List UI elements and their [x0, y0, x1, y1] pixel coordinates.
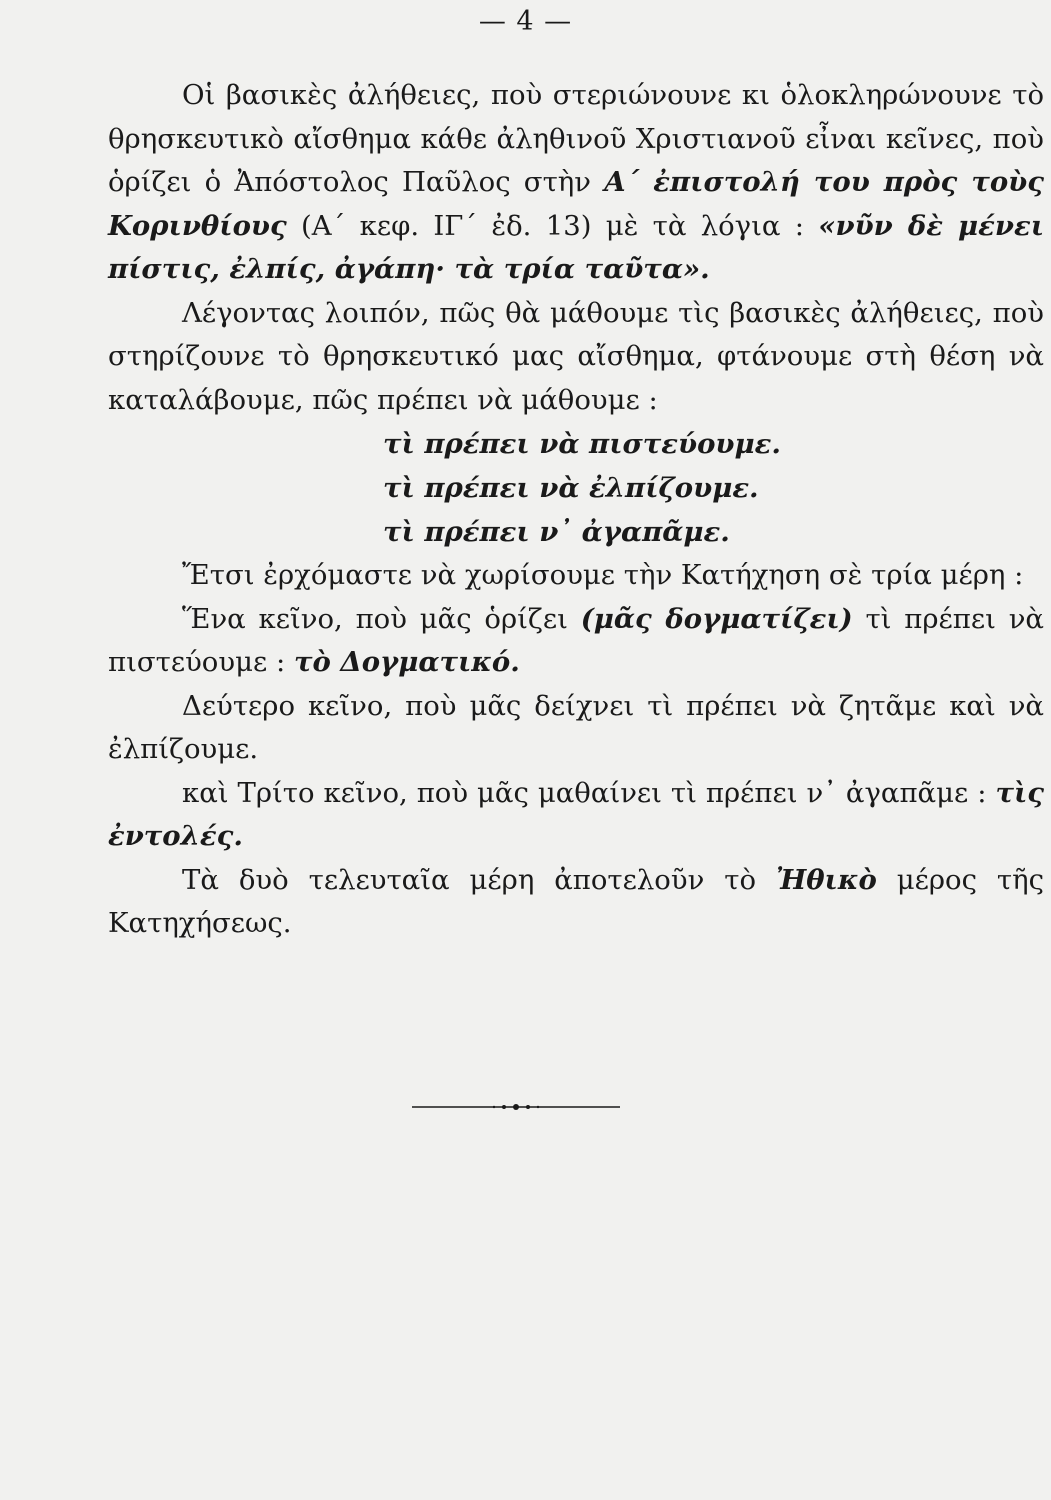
scripture-quote: «νῦν δὲ μένει πίστις, ἐλπίς, ἀγάπη· τὰ τρία ταῦτα».: [108, 209, 1045, 285]
body-text: [108, 74, 1044, 946]
list-item-believe: τὶ πρέπει νὰ πιστεύουμε.: [383, 428, 781, 460]
paragraph-three-parts: Ἔτσι ἐρχόμαστε νὰ χωρίσουμε τὴν Κατήχηση σὲ τρία μέρη :: [182, 559, 1024, 591]
paragraph-learning: Λέγοντας λοιπόν, πῶς θὰ μάθουμε τὶς βασικὲς ἀλήθειες, ποὺ στηρίζουνε τὸ θρησκευτικό μας αἴσθημα, φτάνουμε στὴ θέση νὰ καταλάβουμε, πῶς πρέπει νὰ μάθουμε :: [108, 296, 1044, 416]
paragraph-text: Οἱ βασικὲς ἀλήθειες, ποὺ στεριώνουνε κι ὁλοκληρώνουνε τὸ θρησκευτικὸ αἴσθημα κάθε ἀληθινοῦ Χριστιανοῦ εἶναι κεῖνες, ποὺ ὁρίζει ὁ Ἀπόστολος Παῦλος στὴν: [108, 79, 1044, 198]
epistle-title: Α΄ ἐπιστολή του πρὸς τοὺς Κορινθίους: [108, 166, 1044, 242]
paragraph-text: τὶ πρέπει νὰ πιστεύουμε :: [108, 602, 1044, 678]
paragraph-text: Ἕνα κεῖνο, ποὺ μᾶς ὁρίζει: [182, 602, 581, 635]
paragraph-second: Δεύτερο κεῖνο, ποὺ μᾶς δείχνει τὶ πρέπει νὰ ζητᾶμε καὶ νὰ ἐλπίζουμε.: [108, 689, 1044, 765]
paragraph-dogmatic: [108, 598, 1044, 685]
commandments-term: τὶς ἐντολές.: [108, 776, 1044, 852]
page-number: — 4 —: [478, 6, 573, 37]
paragraph-text: (Α΄ κεφ. ΙΓ΄ ἐδ. 13) μὲ τὰ λόγια :: [286, 209, 819, 242]
list-item-hope: τὶ πρέπει νὰ ἐλπίζουμε.: [383, 472, 759, 504]
paragraph-basic-truths: [108, 74, 1044, 292]
paragraph-third: [108, 772, 1044, 859]
paragraph-ethical: [108, 859, 1044, 946]
paragraph-text: μέρος τῆς Κατηχήσεως.: [108, 863, 1044, 939]
dogmatic-term: τὸ Δογματικό.: [293, 646, 520, 678]
dogmatize-phrase: (μᾶς δογματίζει): [580, 602, 853, 635]
paragraph-text: καὶ Τρίτο κεῖνο, ποὺ μᾶς μαθαίνει τὶ πρέπει ν᾽ ἀγαπᾶμε :: [182, 776, 996, 809]
paragraph-text: Τὰ δυὸ τελευταῖα μέρη ἀποτελοῦν τὸ: [182, 863, 776, 896]
ethical-term: Ἠθικὸ: [775, 863, 877, 896]
ornamental-divider: [412, 1100, 620, 1114]
list-item-love: τὶ πρέπει ν᾽ ἀγαπᾶμε.: [383, 516, 730, 548]
